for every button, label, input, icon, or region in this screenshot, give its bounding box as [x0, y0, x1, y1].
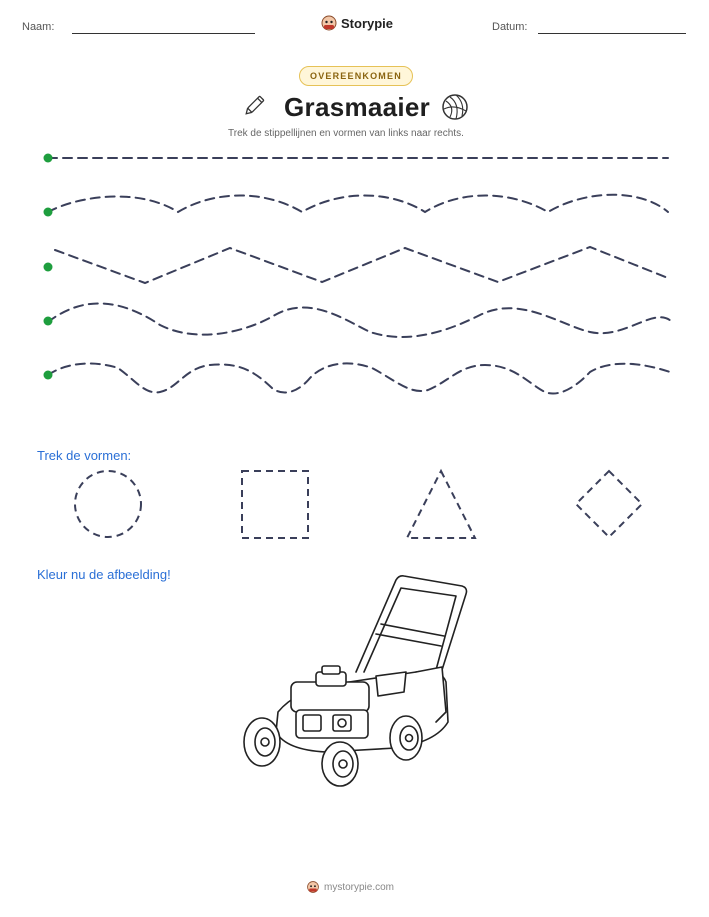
trace-triangle[interactable] [407, 471, 475, 538]
lawn-mower-picture[interactable] [236, 572, 474, 787]
page-title: Grasmaaier [284, 92, 431, 122]
tracing-line-zigzag[interactable] [55, 247, 668, 283]
shapes-section-label: Trek de vormen: [37, 448, 132, 463]
brand-logo [320, 14, 393, 32]
trace-circle[interactable] [75, 471, 141, 537]
storypie-mascot-icon [306, 880, 320, 894]
start-dot-1 [44, 154, 53, 163]
date-label: Datum: [492, 21, 528, 33]
trace-diamond[interactable] [576, 471, 642, 537]
tracing-line-wave-small[interactable] [48, 195, 668, 212]
yarn-ball-icon [440, 92, 470, 122]
tracing-line-wave-wide[interactable] [48, 303, 672, 337]
start-dot-5 [44, 371, 53, 380]
footer [306, 880, 394, 894]
coloring-section-label: Kleur nu de afbeelding! [37, 567, 171, 582]
trace-square[interactable] [242, 471, 308, 538]
storypie-mascot-icon [320, 14, 338, 32]
shapes-row [0, 460, 709, 550]
start-dot-2 [44, 208, 53, 217]
footer-site[interactable]: mystorypie.com [324, 881, 395, 893]
name-field[interactable] [72, 33, 255, 34]
brand-name: Storypie [341, 15, 394, 31]
date-field[interactable] [538, 33, 686, 34]
tracing-area [0, 140, 709, 400]
start-dot-4 [44, 317, 53, 326]
start-dot-3 [44, 263, 53, 272]
instructions: Trek de stippellijnen en vormen van links naar rechts. [228, 128, 464, 139]
name-label: Naam: [22, 21, 55, 33]
tracing-line-wave-bumps[interactable] [48, 363, 670, 393]
pencil-icon [240, 92, 268, 120]
category-badge: OVEREENKOMEN [299, 66, 413, 86]
